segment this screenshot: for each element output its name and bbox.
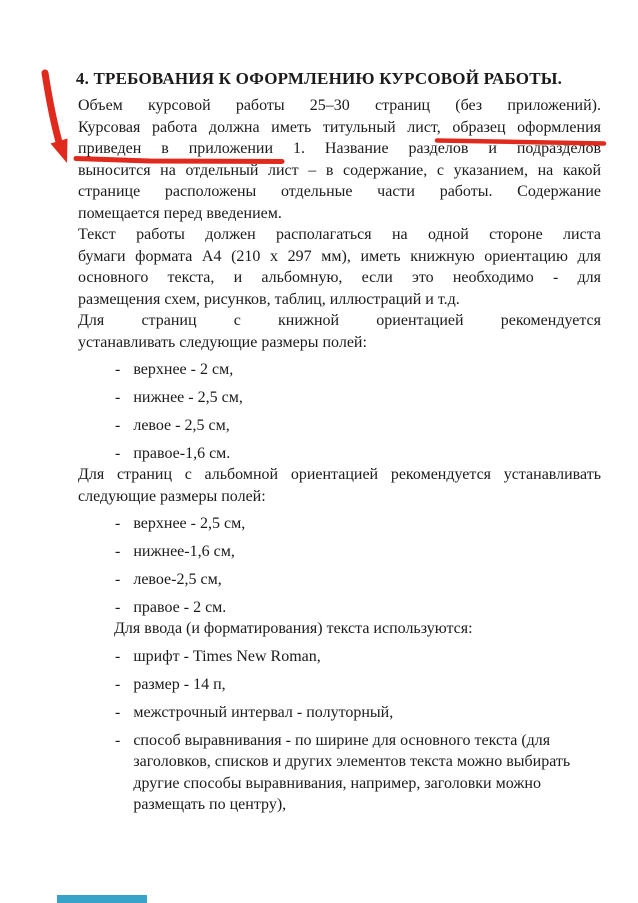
list-item-text: левое - 2,5 см, <box>133 416 230 434</box>
list-item-text: нижнее-1,6 см, <box>133 542 235 560</box>
text-line: размещения схем, рисунков, таблиц, иллюстраций и т.д. <box>78 290 460 308</box>
text-line: Для ввода (и форматирования) текста используются: <box>114 620 473 637</box>
list-item <box>78 443 601 465</box>
text-line: устанавливать следующие размеры полей: <box>78 333 367 351</box>
list-dash: - <box>115 416 121 434</box>
list-item-text: правое - 2 см. <box>133 598 227 616</box>
list-dash: - <box>115 542 121 560</box>
formatting-list <box>78 646 601 816</box>
list-item <box>78 359 601 381</box>
list-dash: - <box>115 731 121 749</box>
paragraph-page-layout <box>78 224 601 310</box>
list-dash: - <box>115 703 121 721</box>
list-item <box>78 702 601 724</box>
portrait-margins-list <box>78 359 601 465</box>
list-item-text: верхнее - 2 см, <box>133 360 234 378</box>
landscape-margins-list <box>78 513 601 619</box>
list-dash: - <box>115 598 121 616</box>
list-dash: - <box>115 444 121 462</box>
text-line: странице расположены отдельные части работы. Содержание <box>78 183 601 200</box>
list-item <box>78 646 601 668</box>
list-item <box>78 674 601 696</box>
list-item <box>78 569 601 591</box>
text-line: бумаги формата А4 (210 х 297 мм), иметь книжную ориентацию для <box>78 247 601 265</box>
text-line: следующие размеры полей: <box>78 487 266 505</box>
list-item-text: размер - 14 п, <box>133 675 226 693</box>
paragraph-volume <box>78 95 601 224</box>
list-item-text: шрифт - Times New Roman, <box>133 647 321 665</box>
text-line: помещается перед введением. <box>78 204 282 222</box>
text-line: Для страниц с альбомной ориентацией рекомендуется устанавливать <box>78 466 601 483</box>
paragraph-landscape-margins-intro <box>78 464 601 507</box>
list-item <box>78 387 601 409</box>
text-line: Объем курсовой работы 25–30 страниц (без приложений). <box>78 97 601 114</box>
list-dash: - <box>115 647 121 665</box>
text-line: Для страниц с книжной ориентацией рекомендуется <box>78 312 601 329</box>
list-item <box>78 730 601 816</box>
text-line: Текст работы должен располагаться на одной стороне листа <box>78 226 601 243</box>
list-item-text: верхнее - 2,5 см, <box>133 514 246 532</box>
list-item-text: нижнее - 2,5 см, <box>133 388 243 406</box>
list-dash: - <box>115 675 121 693</box>
list-item-text: правое-1,6 см. <box>133 444 231 462</box>
footer-progress-bar <box>57 895 147 903</box>
paragraph-formatting-intro <box>78 618 601 640</box>
list-item <box>78 513 601 535</box>
list-dash: - <box>115 514 121 532</box>
list-item <box>78 415 601 437</box>
list-item-text: межстрочный интервал - полуторный, <box>133 703 394 721</box>
list-dash: - <box>115 388 121 406</box>
text-line: основного текста, и альбомную, если это необходимо - для <box>78 269 601 286</box>
document-body <box>78 95 601 816</box>
text-line: выносится на отдельный лист – в содержание, с указанием, на какой <box>78 161 601 179</box>
list-dash: - <box>115 570 121 588</box>
paragraph-portrait-margins-intro <box>78 310 601 353</box>
text-line: Курсовая работа должна иметь титульный лист, образец оформления <box>78 118 601 136</box>
text-line: приведен в приложении 1. Название разделов и подразделов <box>78 140 601 157</box>
list-item <box>78 597 601 619</box>
list-dash: - <box>115 360 121 378</box>
list-item-text: способ выравнивания - по ширине для основного текста (для заголовков, списков и других элементов текста можно выбирать другие способы выравнивания, например, заголовки можно размещать по центру), <box>133 731 571 813</box>
list-item-text: левое-2,5 см, <box>133 570 222 588</box>
list-item <box>78 541 601 563</box>
page-title: 4. ТРЕБОВАНИЯ К ОФОРМЛЕНИЮ КУРСОВОЙ РАБОТЫ. <box>75 69 563 89</box>
red-arrow-head <box>51 139 68 164</box>
